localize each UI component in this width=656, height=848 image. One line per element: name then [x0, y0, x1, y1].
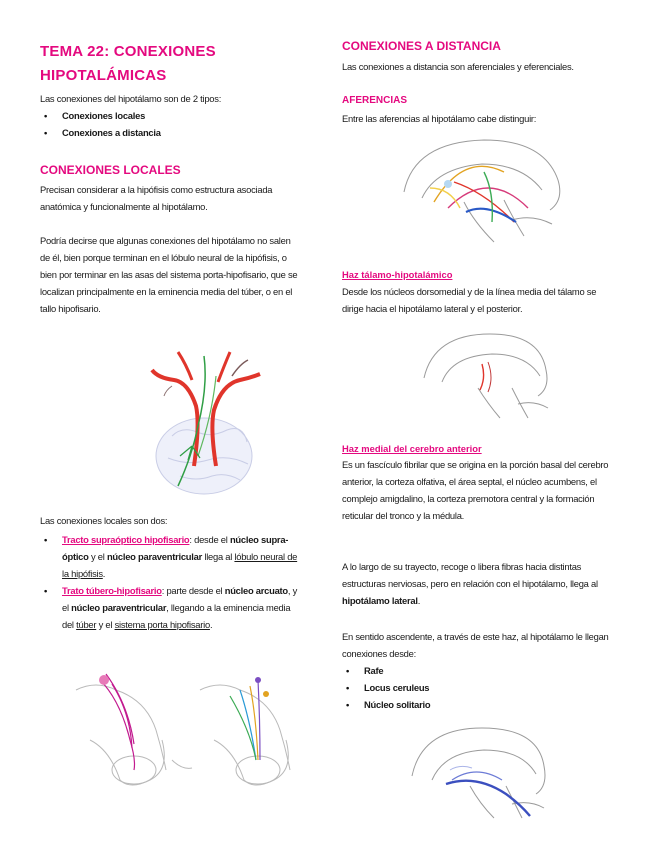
thalamic-brain-figure — [418, 328, 552, 424]
list-item: • Núcleo solitario — [342, 696, 616, 713]
list-item-tract-2 — [40, 582, 302, 633]
haz1-title: Haz tálamo-hipotalámico — [342, 269, 453, 280]
tract-2-name: Trato túbero-hipofisario — [62, 585, 162, 596]
underlined-term: túber — [76, 619, 97, 630]
list-item: • Rafe — [342, 662, 616, 679]
list-item: • Conexiones locales — [40, 107, 302, 124]
haz2-paragraph-1: Es un fascículo fibrilar que se origina en la porción basal del cerebro anterior, la corteza olfativa, el área septal, el núcleo acumbens, el complejo amigdalino, la corteza premotora central y la formación reticular del tronco y la médula. — [342, 459, 609, 521]
local-paragraph-2: Podría decirse que algunas conexiones del hipotálamo no salen de él, bien porque terminan en el lóbulo neural de la hipófisis, o bien por terminar en las asas del sistema porta-hipofisario, que se localizan principalmente en la eminencia media del túber, o en el tallo hipofisario. — [40, 235, 298, 314]
tracts-list — [40, 531, 302, 633]
text-span: : desde el — [189, 534, 230, 545]
tracts-diagram-figure — [70, 660, 314, 792]
page-title: TEMA 22: CONEXIONES HIPOTALÁMICAS — [40, 43, 216, 84]
underlined-term: lóbulo neural de la hipófisis — [62, 551, 298, 579]
text-span: . — [209, 619, 213, 630]
pituitary-diagram-figure — [132, 346, 282, 502]
haz1-text: Desde los núcleos dorsomedial y de la línea media del tálamo se dirige hacia el hipotálamo lateral y el posterior. — [342, 286, 597, 314]
bold-term: hipotálamo lateral — [342, 595, 418, 606]
afferents-heading: AFERENCIAS — [342, 95, 408, 106]
afferents-brain-figure — [394, 132, 564, 244]
text-span: y el — [96, 619, 115, 630]
text-span: A lo largo de su trayecto, recoge o libera fibras hacia distintas estructuras nerviosas, pero en relación con el hipotálamo, llega al — [342, 561, 598, 589]
distance-heading: CONEXIONES A DISTANCIA — [342, 39, 501, 53]
distance-intro: Las conexiones a distancia son aferenciales y eferenciales. — [342, 61, 574, 72]
local-heading: CONEXIONES LOCALES — [40, 163, 181, 177]
afferents-intro: Entre las aferencias al hipotálamo cabe distinguir: — [342, 113, 537, 124]
sources-list — [342, 662, 616, 713]
text-span: : parte desde el — [161, 585, 225, 596]
haz2-paragraph-2 — [342, 558, 616, 609]
local-paragraph-1: Precisan considerar a la hipófisis como estructura asociada anatómica y funcionalmente al hipotálamo. — [40, 184, 273, 212]
list-item-tract-1 — [40, 531, 302, 582]
list-item: • Conexiones a distancia — [40, 124, 302, 141]
list-item: • Locus ceruleus — [342, 679, 616, 696]
types-list — [40, 107, 302, 141]
text-span: . — [102, 568, 106, 579]
text-span: y el — [88, 551, 107, 562]
local-list-intro: Las conexiones locales son dos: — [40, 515, 168, 526]
text-span: llega al — [202, 551, 235, 562]
haz2-title: Haz medial del cerebro anterior — [342, 443, 482, 454]
underlined-term: sistema porta hipofisario — [114, 619, 210, 630]
haz2-paragraph-3: En sentido ascendente, a través de este haz, al hipotálamo le llegan conexiones desde: — [342, 631, 609, 659]
intro-text: Las conexiones del hipotálamo son de 2 tipos: — [40, 93, 222, 104]
text-span: . — [417, 595, 421, 606]
forebrain-bundle-figure — [406, 722, 550, 822]
text-span: , y el — [62, 585, 298, 613]
text-span: , llegando a la eminencia media del — [62, 602, 291, 630]
bold-term: núcleo supra-óptico — [62, 534, 289, 562]
bold-term: núcleo paraventricular — [71, 602, 167, 613]
tract-1-name: Tracto supraóptico hipofisario — [62, 534, 190, 545]
bold-term: núcleo paraventricular — [106, 551, 202, 562]
bold-term: núcleo arcuato — [224, 585, 288, 596]
